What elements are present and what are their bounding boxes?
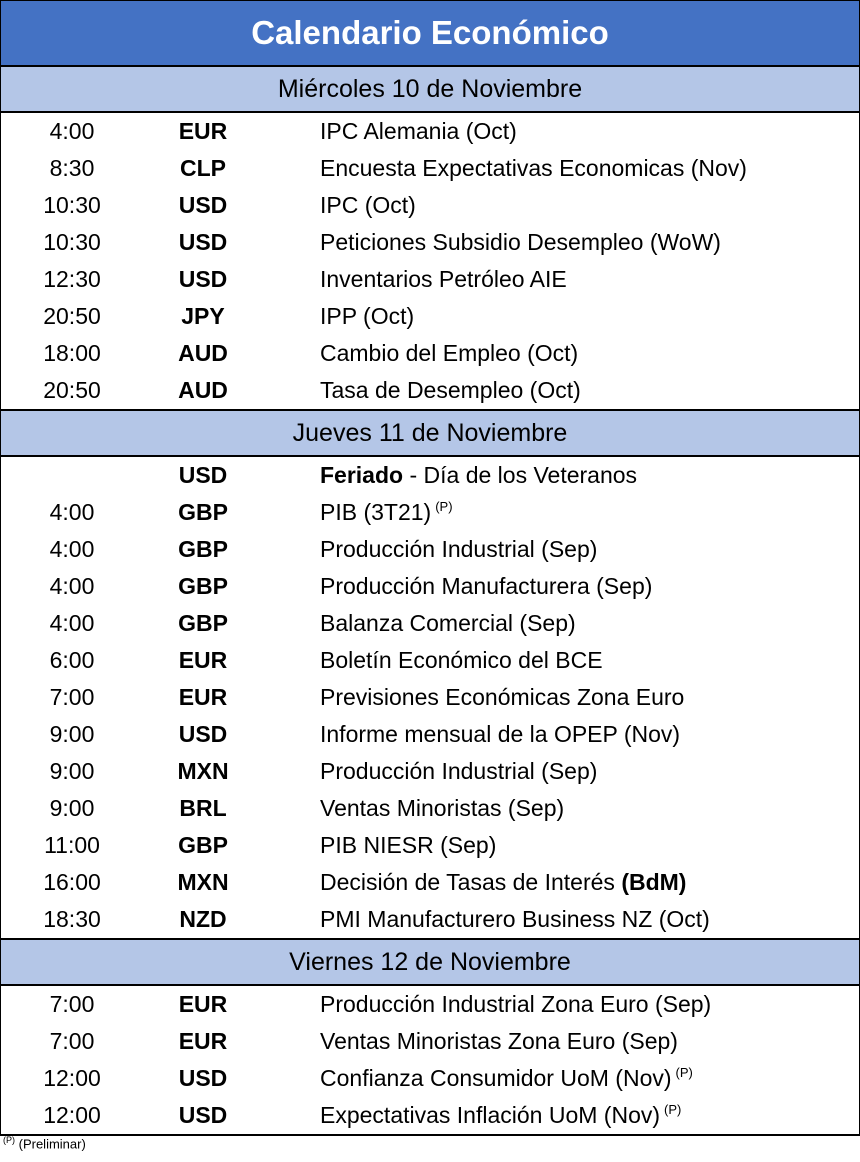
preliminary-marker: (P) <box>675 1065 693 1081</box>
event-currency: USD <box>178 192 228 218</box>
footnote-marker: (P) <box>3 1135 15 1145</box>
event-currency: BRL <box>179 795 227 821</box>
event-currency: EUR <box>178 1028 228 1054</box>
event-row <box>1 372 859 409</box>
event-time: 11:00 <box>44 832 100 858</box>
event-row <box>1 901 859 938</box>
event-time: 12:00 <box>43 1065 101 1091</box>
event-description <box>263 155 747 182</box>
event-currency: NZD <box>179 906 227 932</box>
event-description <box>263 462 637 489</box>
event-text: Decisión de Tasas de Interés <box>320 869 622 895</box>
event-text: - Día de los Veteranos <box>403 462 638 488</box>
event-text: Cambio del Empleo (Oct) <box>320 340 579 366</box>
event-text: PIB NIESR (Sep) <box>320 832 497 858</box>
event-row <box>1 790 859 827</box>
event-description <box>263 536 597 563</box>
event-text: PIB (3T21) <box>320 499 432 525</box>
event-currency: USD <box>178 1102 228 1128</box>
event-description <box>263 303 414 330</box>
event-row <box>1 298 859 335</box>
event-row <box>1 224 859 261</box>
event-currency: CLP <box>180 155 226 181</box>
event-currency: USD <box>178 229 228 255</box>
event-description <box>263 340 578 367</box>
event-description <box>263 1102 681 1129</box>
event-description <box>263 906 710 933</box>
event-text: PMI Manufacturero Business NZ (Oct) <box>320 906 710 932</box>
event-time: 4:00 <box>49 118 95 144</box>
event-time: 4:00 <box>49 610 95 636</box>
event-row <box>1 679 859 716</box>
event-description <box>263 192 416 219</box>
event-description <box>263 499 453 526</box>
event-currency: USD <box>178 266 228 292</box>
event-description <box>263 991 711 1018</box>
event-row <box>1 494 859 531</box>
event-currency: GBP <box>178 832 228 858</box>
event-row <box>1 605 859 642</box>
calendar-days <box>1 67 859 1134</box>
event-time: 8:30 <box>49 155 95 181</box>
event-time: 10:30 <box>43 192 101 218</box>
event-currency: MXN <box>177 758 229 784</box>
event-bold-text: Feriado <box>320 462 404 488</box>
event-text: IPP (Oct) <box>320 303 415 329</box>
event-row <box>1 1023 859 1060</box>
day-heading: Jueves 11 de Noviembre <box>1 409 859 457</box>
event-time: 7:00 <box>49 1028 95 1054</box>
event-currency: MXN <box>177 869 229 895</box>
event-row <box>1 150 859 187</box>
event-bold-text: (BdM) <box>621 869 687 895</box>
event-row <box>1 113 859 150</box>
event-currency: AUD <box>178 340 228 366</box>
event-description <box>263 869 686 896</box>
event-row <box>1 1060 859 1097</box>
event-description <box>263 118 517 145</box>
event-text: Boletín Económico del BCE <box>320 647 603 673</box>
event-time: 4:00 <box>49 573 95 599</box>
event-row <box>1 531 859 568</box>
event-description <box>263 758 597 785</box>
event-currency: EUR <box>178 647 228 673</box>
event-currency: GBP <box>178 573 228 599</box>
event-currency: GBP <box>178 610 228 636</box>
event-description <box>263 684 684 711</box>
event-currency: AUD <box>178 377 228 403</box>
event-currency: GBP <box>178 536 228 562</box>
event-description <box>263 721 680 748</box>
event-row <box>1 986 859 1023</box>
event-text: Peticiones Subsidio Desempleo (WoW) <box>320 229 721 255</box>
footnote <box>3 1135 86 1151</box>
event-text: Balanza Comercial (Sep) <box>320 610 576 636</box>
event-row <box>1 864 859 901</box>
event-time: 4:00 <box>49 536 95 562</box>
event-text: Expectativas Inflación UoM (Nov) <box>320 1102 661 1128</box>
event-time: 6:00 <box>49 647 95 673</box>
event-row <box>1 335 859 372</box>
event-time: 20:50 <box>43 303 101 329</box>
event-description <box>263 795 564 822</box>
event-text: Confianza Consumidor UoM (Nov) <box>320 1065 672 1091</box>
event-text: Ventas Minoristas (Sep) <box>320 795 565 821</box>
event-time: 9:00 <box>49 758 95 784</box>
event-description <box>263 377 581 404</box>
calendar-title: Calendario Económico <box>1 1 859 67</box>
event-row <box>1 642 859 679</box>
event-text: IPC (Oct) <box>320 192 416 218</box>
event-description <box>263 573 652 600</box>
event-description <box>263 266 567 293</box>
event-row <box>1 261 859 298</box>
day-heading: Miércoles 10 de Noviembre <box>1 67 859 113</box>
event-text: Informe mensual de la OPEP (Nov) <box>320 721 681 747</box>
event-description <box>263 610 576 637</box>
event-description <box>263 832 496 859</box>
event-text: Producción Manufacturera (Sep) <box>320 573 653 599</box>
footnote-text: (Preliminar) <box>18 1136 86 1152</box>
event-row <box>1 753 859 790</box>
event-row <box>1 457 859 494</box>
event-time: 12:30 <box>43 266 101 292</box>
event-row <box>1 716 859 753</box>
event-currency: JPY <box>181 303 225 329</box>
event-description <box>263 1028 678 1055</box>
event-time: 20:50 <box>43 377 101 403</box>
event-text: Producción Industrial (Sep) <box>320 758 598 784</box>
preliminary-marker: (P) <box>435 499 453 515</box>
preliminary-marker: (P) <box>664 1102 682 1118</box>
event-time: 10:30 <box>43 229 101 255</box>
event-currency: GBP <box>178 499 228 525</box>
event-currency: USD <box>178 721 228 747</box>
event-text: Previsiones Económicas Zona Euro <box>320 684 685 710</box>
event-text: Tasa de Desempleo (Oct) <box>320 377 581 403</box>
event-text: IPC Alemania (Oct) <box>320 118 517 144</box>
event-time: 9:00 <box>49 795 95 821</box>
event-text: Producción Industrial Zona Euro (Sep) <box>320 991 712 1017</box>
event-currency: USD <box>178 1065 228 1091</box>
event-row <box>1 827 859 864</box>
event-text: Ventas Minoristas Zona Euro (Sep) <box>320 1028 678 1054</box>
event-row <box>1 568 859 605</box>
event-currency: USD <box>178 462 228 488</box>
event-currency: EUR <box>178 118 228 144</box>
event-time: 16:00 <box>43 869 101 895</box>
event-time: 4:00 <box>49 499 95 525</box>
event-time: 7:00 <box>49 991 95 1017</box>
event-row <box>1 1097 859 1134</box>
event-description <box>263 229 721 256</box>
event-time: 9:00 <box>49 721 95 747</box>
event-text: Inventarios Petróleo AIE <box>320 266 567 292</box>
event-time: 18:00 <box>43 340 101 366</box>
event-description <box>263 1065 693 1092</box>
event-text: Producción Industrial (Sep) <box>320 536 598 562</box>
event-time: 7:00 <box>49 684 95 710</box>
event-row <box>1 187 859 224</box>
event-time: 18:30 <box>43 906 101 932</box>
day-heading: Viernes 12 de Noviembre <box>1 938 859 986</box>
event-description <box>263 647 603 674</box>
event-currency: EUR <box>178 684 228 710</box>
event-text: Encuesta Expectativas Economicas (Nov) <box>320 155 747 181</box>
event-currency: EUR <box>178 991 228 1017</box>
event-time: 12:00 <box>43 1102 101 1128</box>
